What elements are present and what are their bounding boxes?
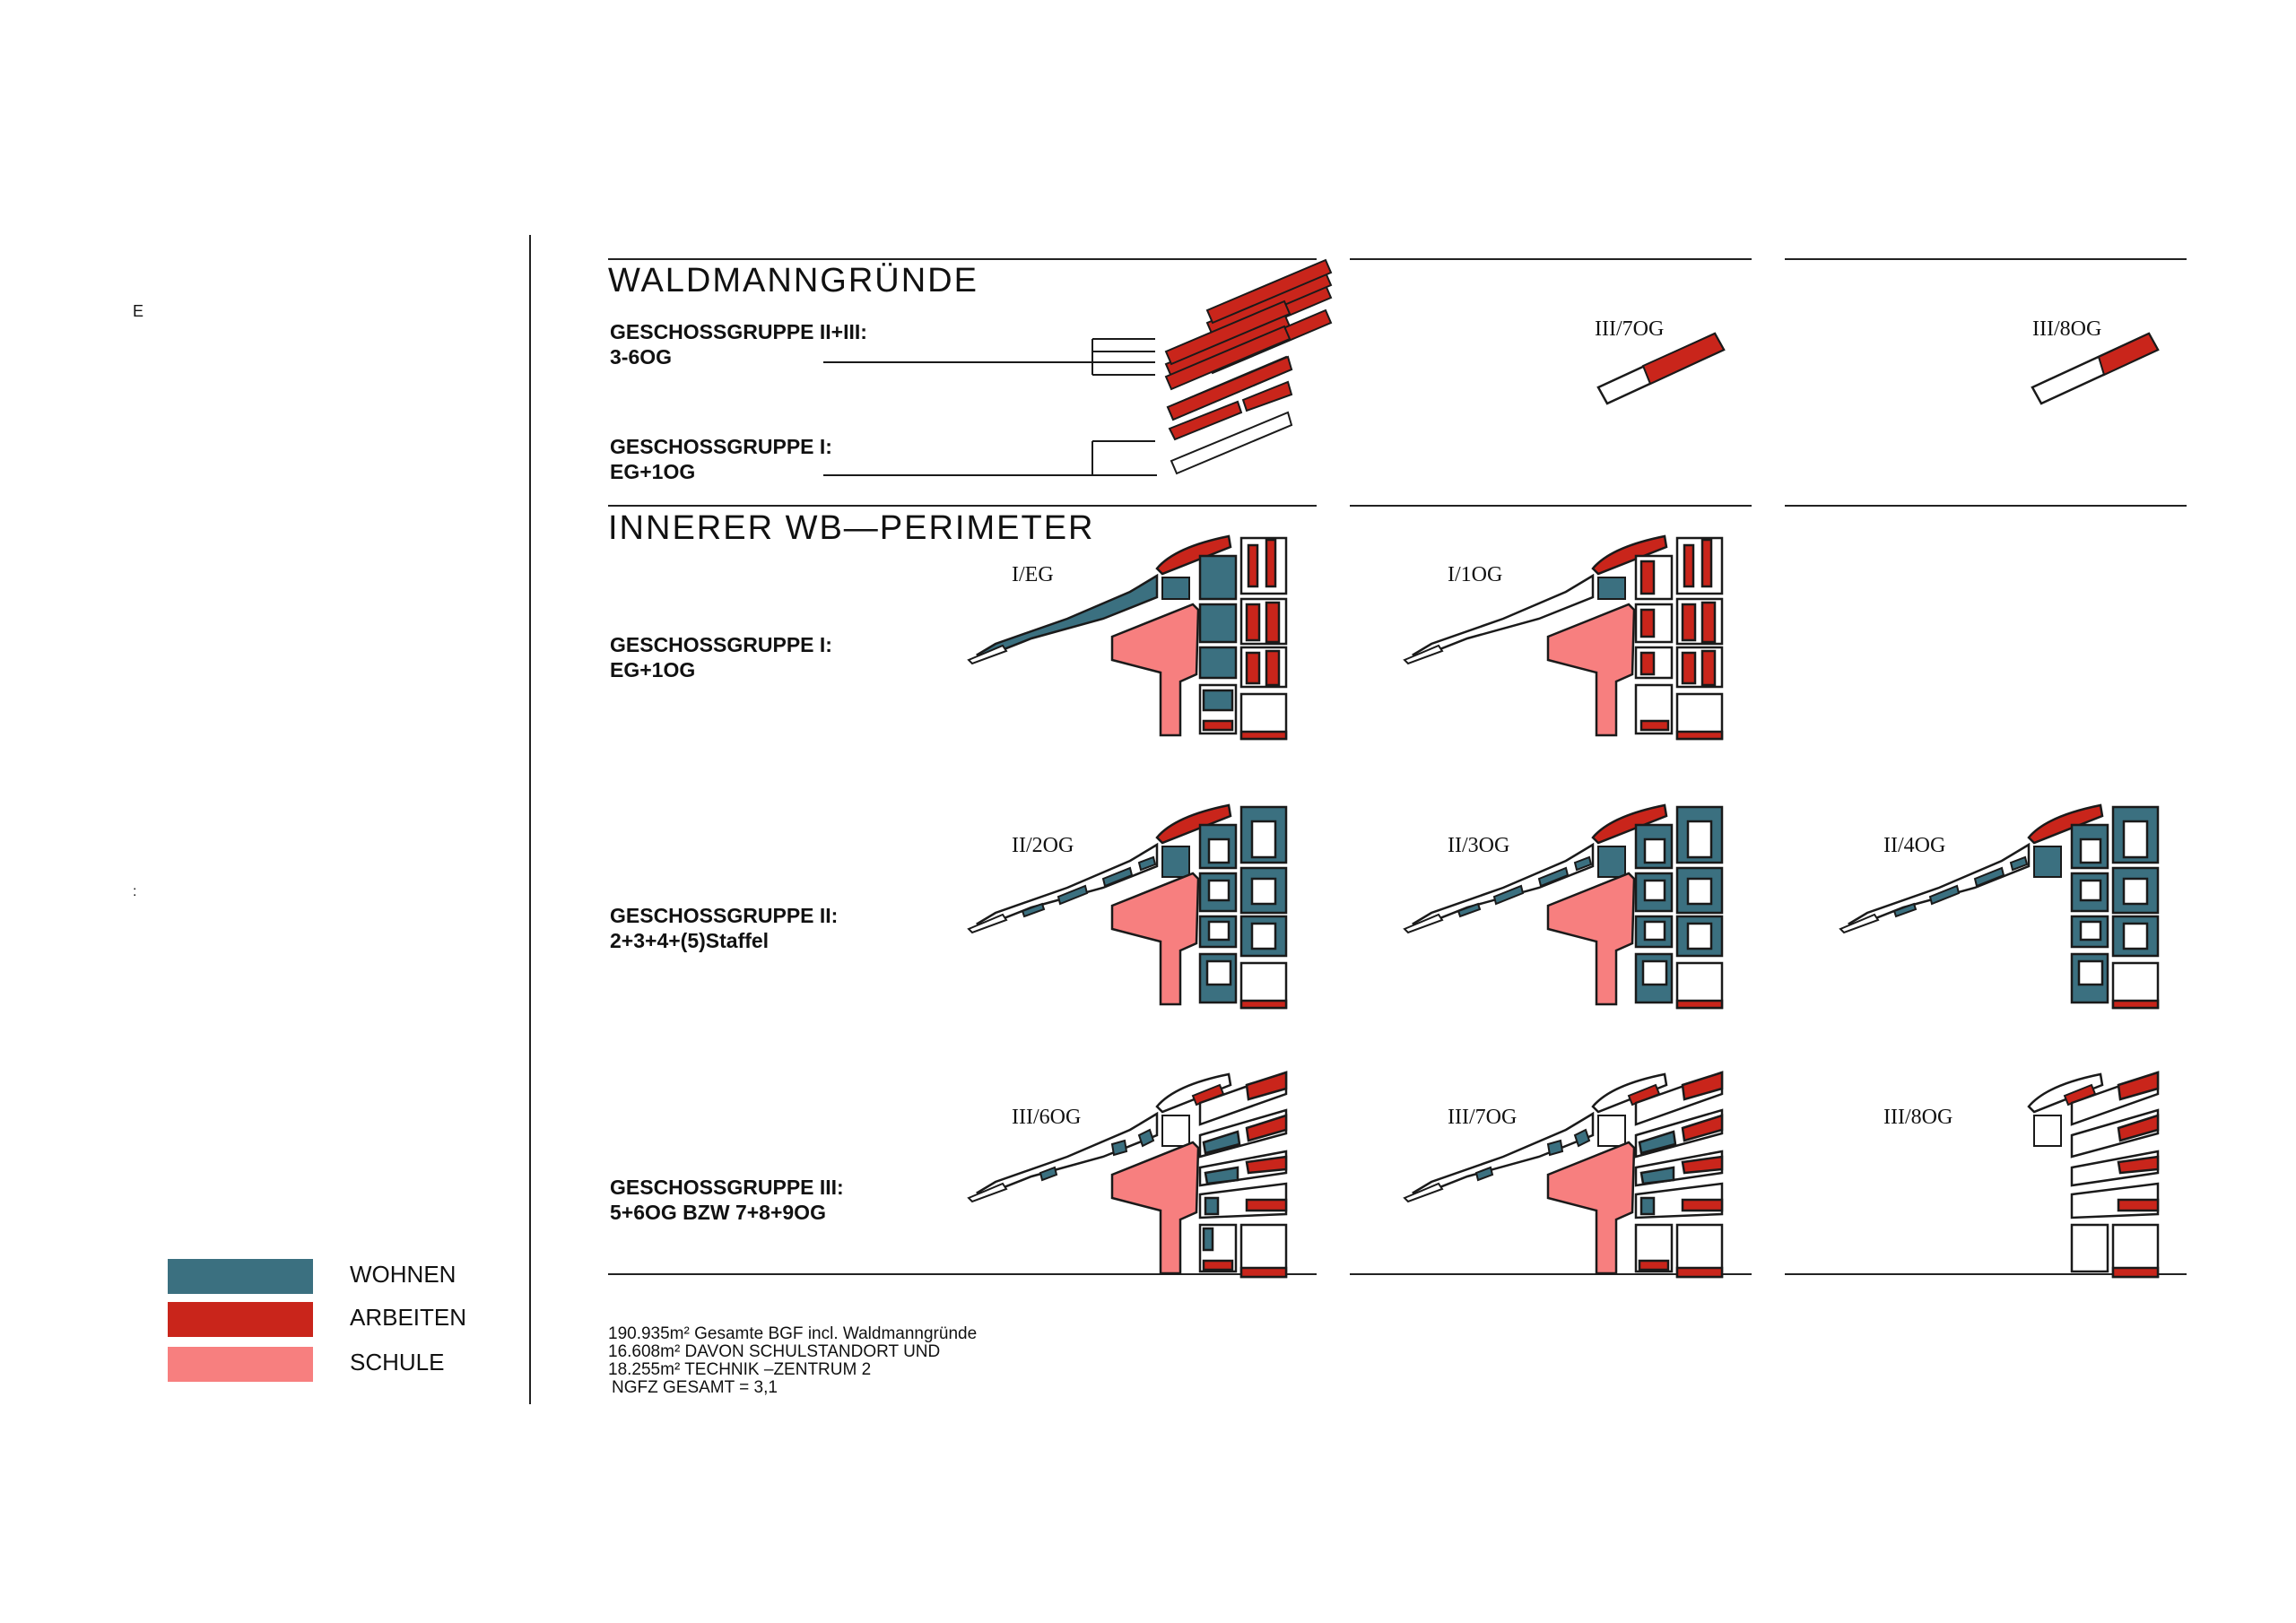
group-name: GESCHOSSGRUPPE II: [610,904,839,927]
legend-label-schule: SCHULE [350,1349,445,1376]
floor-label-ii-2og: II/2OG [1012,834,1074,857]
margin-mark-2: : [133,884,137,899]
waldmann-stack [1166,260,1331,473]
group-floors: 5+6OG BZW 7+8+9OG [610,1201,826,1224]
section-title-perimeter: INNERER WB—PERIMETER [608,509,1095,547]
plan-i-eg [969,536,1286,739]
plan-iii-6og [969,1072,1286,1277]
plan-ii-2og [969,805,1286,1008]
legend-swatch-wohnen [168,1259,313,1294]
margin-mark: E [133,302,144,320]
plan-ii-3og [1405,805,1722,1008]
waldmann-floor-8og [2032,334,2158,404]
floor-label-iii-7og: III/7OG [1448,1106,1518,1129]
group-floors: 3-6OG [610,345,673,369]
legend-swatch-arbeiten [168,1302,313,1337]
stat-line: 18.255m² TECHNIK –ZENTRUM 2 [608,1360,872,1379]
floor-label-i-eg: I/EG [1012,563,1054,586]
stat-line: NGFZ GESAMT = 3,1 [612,1378,778,1397]
stat-line: 190.935m² Gesamte BGF incl. Waldmanngründe [608,1324,978,1343]
floor-label-ii-3og: II/3OG [1448,834,1510,857]
plan-iii-8og [2029,1072,2158,1277]
stat-line: 16.608m² DAVON SCHULSTANDORT UND [608,1342,941,1361]
section-title-waldmann: WALDMANNGRÜNDE [608,262,978,299]
group-floors: EG+1OG [610,658,696,681]
group-floors: 2+3+4+(5)Staffel [610,929,770,952]
group-name: GESCHOSSGRUPPE I: [610,435,832,458]
floor-label-iii-6og: III/6OG [1012,1106,1082,1129]
group-name: GESCHOSSGRUPPE II+III: [610,320,867,343]
plan-iii-7og [1405,1072,1722,1277]
plan-ii-4og [1840,805,2158,1008]
floor-label-ii-4og: II/4OG [1883,834,1946,857]
group-name: GESCHOSSGRUPPE I: [610,633,832,656]
floor-label-iii-8og: III/8OG [1883,1106,1953,1129]
floor-label-i-1og: I/1OG [1448,563,1503,586]
legend-label-wohnen: WOHNEN [350,1261,457,1288]
waldmann-floor-7og [1598,334,1724,404]
floor-label-waldmann-7og: III/7OG [1595,317,1665,341]
area-statistics [608,1325,977,1397]
plan-i-1og [1405,536,1722,739]
legend-label-arbeiten: ARBEITEN [350,1304,467,1331]
leader-lines [823,339,1157,475]
legend-swatch-schule [168,1347,313,1382]
group-name: GESCHOSSGRUPPE III: [610,1176,844,1199]
group-floors: EG+1OG [610,460,696,483]
floor-label-waldmann-8og: III/8OG [2032,317,2102,341]
